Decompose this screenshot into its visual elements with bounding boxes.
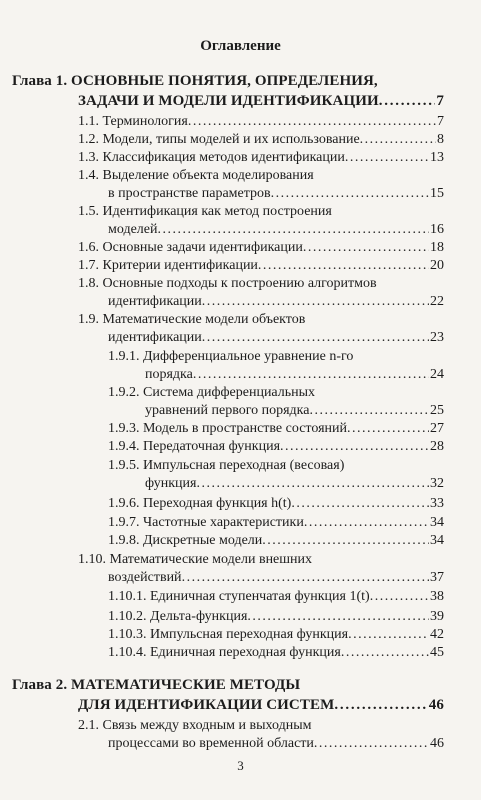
toc-entry: порядка . . . 24 <box>145 366 444 383</box>
toc-entry: 1.6. Основные задачи идентификации . . . 18 <box>78 239 444 256</box>
toc-entry: Глава 2. МАТЕМАТИЧЕСКИЕ МЕТОДЫ <box>12 677 301 693</box>
toc-entry: 1.9.8. Дискретные модели . . . 34 <box>108 532 444 549</box>
toc-entry: 1.1. Терминология . . . 7 <box>78 113 444 130</box>
toc-entry: воздействий . . . 37 <box>108 569 444 586</box>
toc-entry: в пространстве параметров . . . 15 <box>108 185 444 202</box>
toc-entry: 1.9.3. Модель в пространстве состояний . . . 27 <box>108 420 444 437</box>
toc-entry: 1.9.5. Импульсная переходная (весовая) <box>108 458 345 473</box>
toc-entry: 2.1. Связь между входным и выходным <box>78 718 312 733</box>
toc-entry: идентификации . . . 22 <box>108 293 444 310</box>
toc-entry: 1.10.1. Единичная ступенчатая функция 1(t) . . . 38 <box>108 588 444 605</box>
toc-entry: 1.10.3. Импульсная переходная функция . . . 42 <box>108 626 444 643</box>
toc-entry: Глава 1. ОСНОВНЫЕ ПОНЯТИЯ, ОПРЕДЕЛЕНИЯ, <box>12 73 378 89</box>
toc-entry: 1.8. Основные подходы к построению алгоритмов <box>78 276 377 291</box>
page-number: 3 <box>237 758 244 773</box>
toc-entry: 1.10.2. Дельта-функция . . . 39 <box>108 608 444 625</box>
toc-entry: 1.9.7. Частотные характеристики . . . 34 <box>108 514 444 531</box>
toc-entry: 1.9.6. Переходная функция h(t) . . . 33 <box>108 495 444 512</box>
toc-entry: уравнений первого порядка . . . 25 <box>145 402 444 419</box>
toc-entry: 1.2. Модели, типы моделей и их использование . . . 8 <box>78 131 444 148</box>
toc-entry: 1.10. Математические модели внешних <box>78 552 313 567</box>
toc-entry: 1.3. Классификация методов идентификации . . . 13 <box>78 149 444 166</box>
toc-entry: моделей . . . 16 <box>108 221 444 238</box>
toc-entry: 1.5. Идентификация как метод построения <box>78 204 332 219</box>
toc-entry: ДЛЯ ИДЕНТИФИКАЦИИ СИСТЕМ . . . 46 <box>78 697 444 714</box>
toc-entry: 1.9. Математические модели объектов <box>78 312 306 327</box>
toc-entry: идентификации . . . 23 <box>108 329 444 346</box>
page-title: Оглавление <box>200 38 281 54</box>
toc-entry: 1.9.4. Передаточная функция . . . 28 <box>108 438 444 455</box>
toc-entry: 1.9.1. Дифференциальное уравнение n-го <box>108 349 354 364</box>
toc-entry: 1.7. Критерии идентификации . . . 20 <box>78 257 444 274</box>
toc-entry: процессами во временной области . . . 46 <box>108 735 444 752</box>
toc-entry: 1.9.2. Система дифференциальных <box>108 385 316 400</box>
toc-entry: ЗАДАЧИ И МОДЕЛИ ИДЕНТИФИКАЦИИ . . . 7 <box>78 93 444 110</box>
toc-entry: 1.4. Выделение объекта моделирования <box>78 168 314 183</box>
toc-entry: 1.10.4. Единичная переходная функция . . . 45 <box>108 644 444 661</box>
toc-entry: функция . . . 32 <box>145 475 444 492</box>
